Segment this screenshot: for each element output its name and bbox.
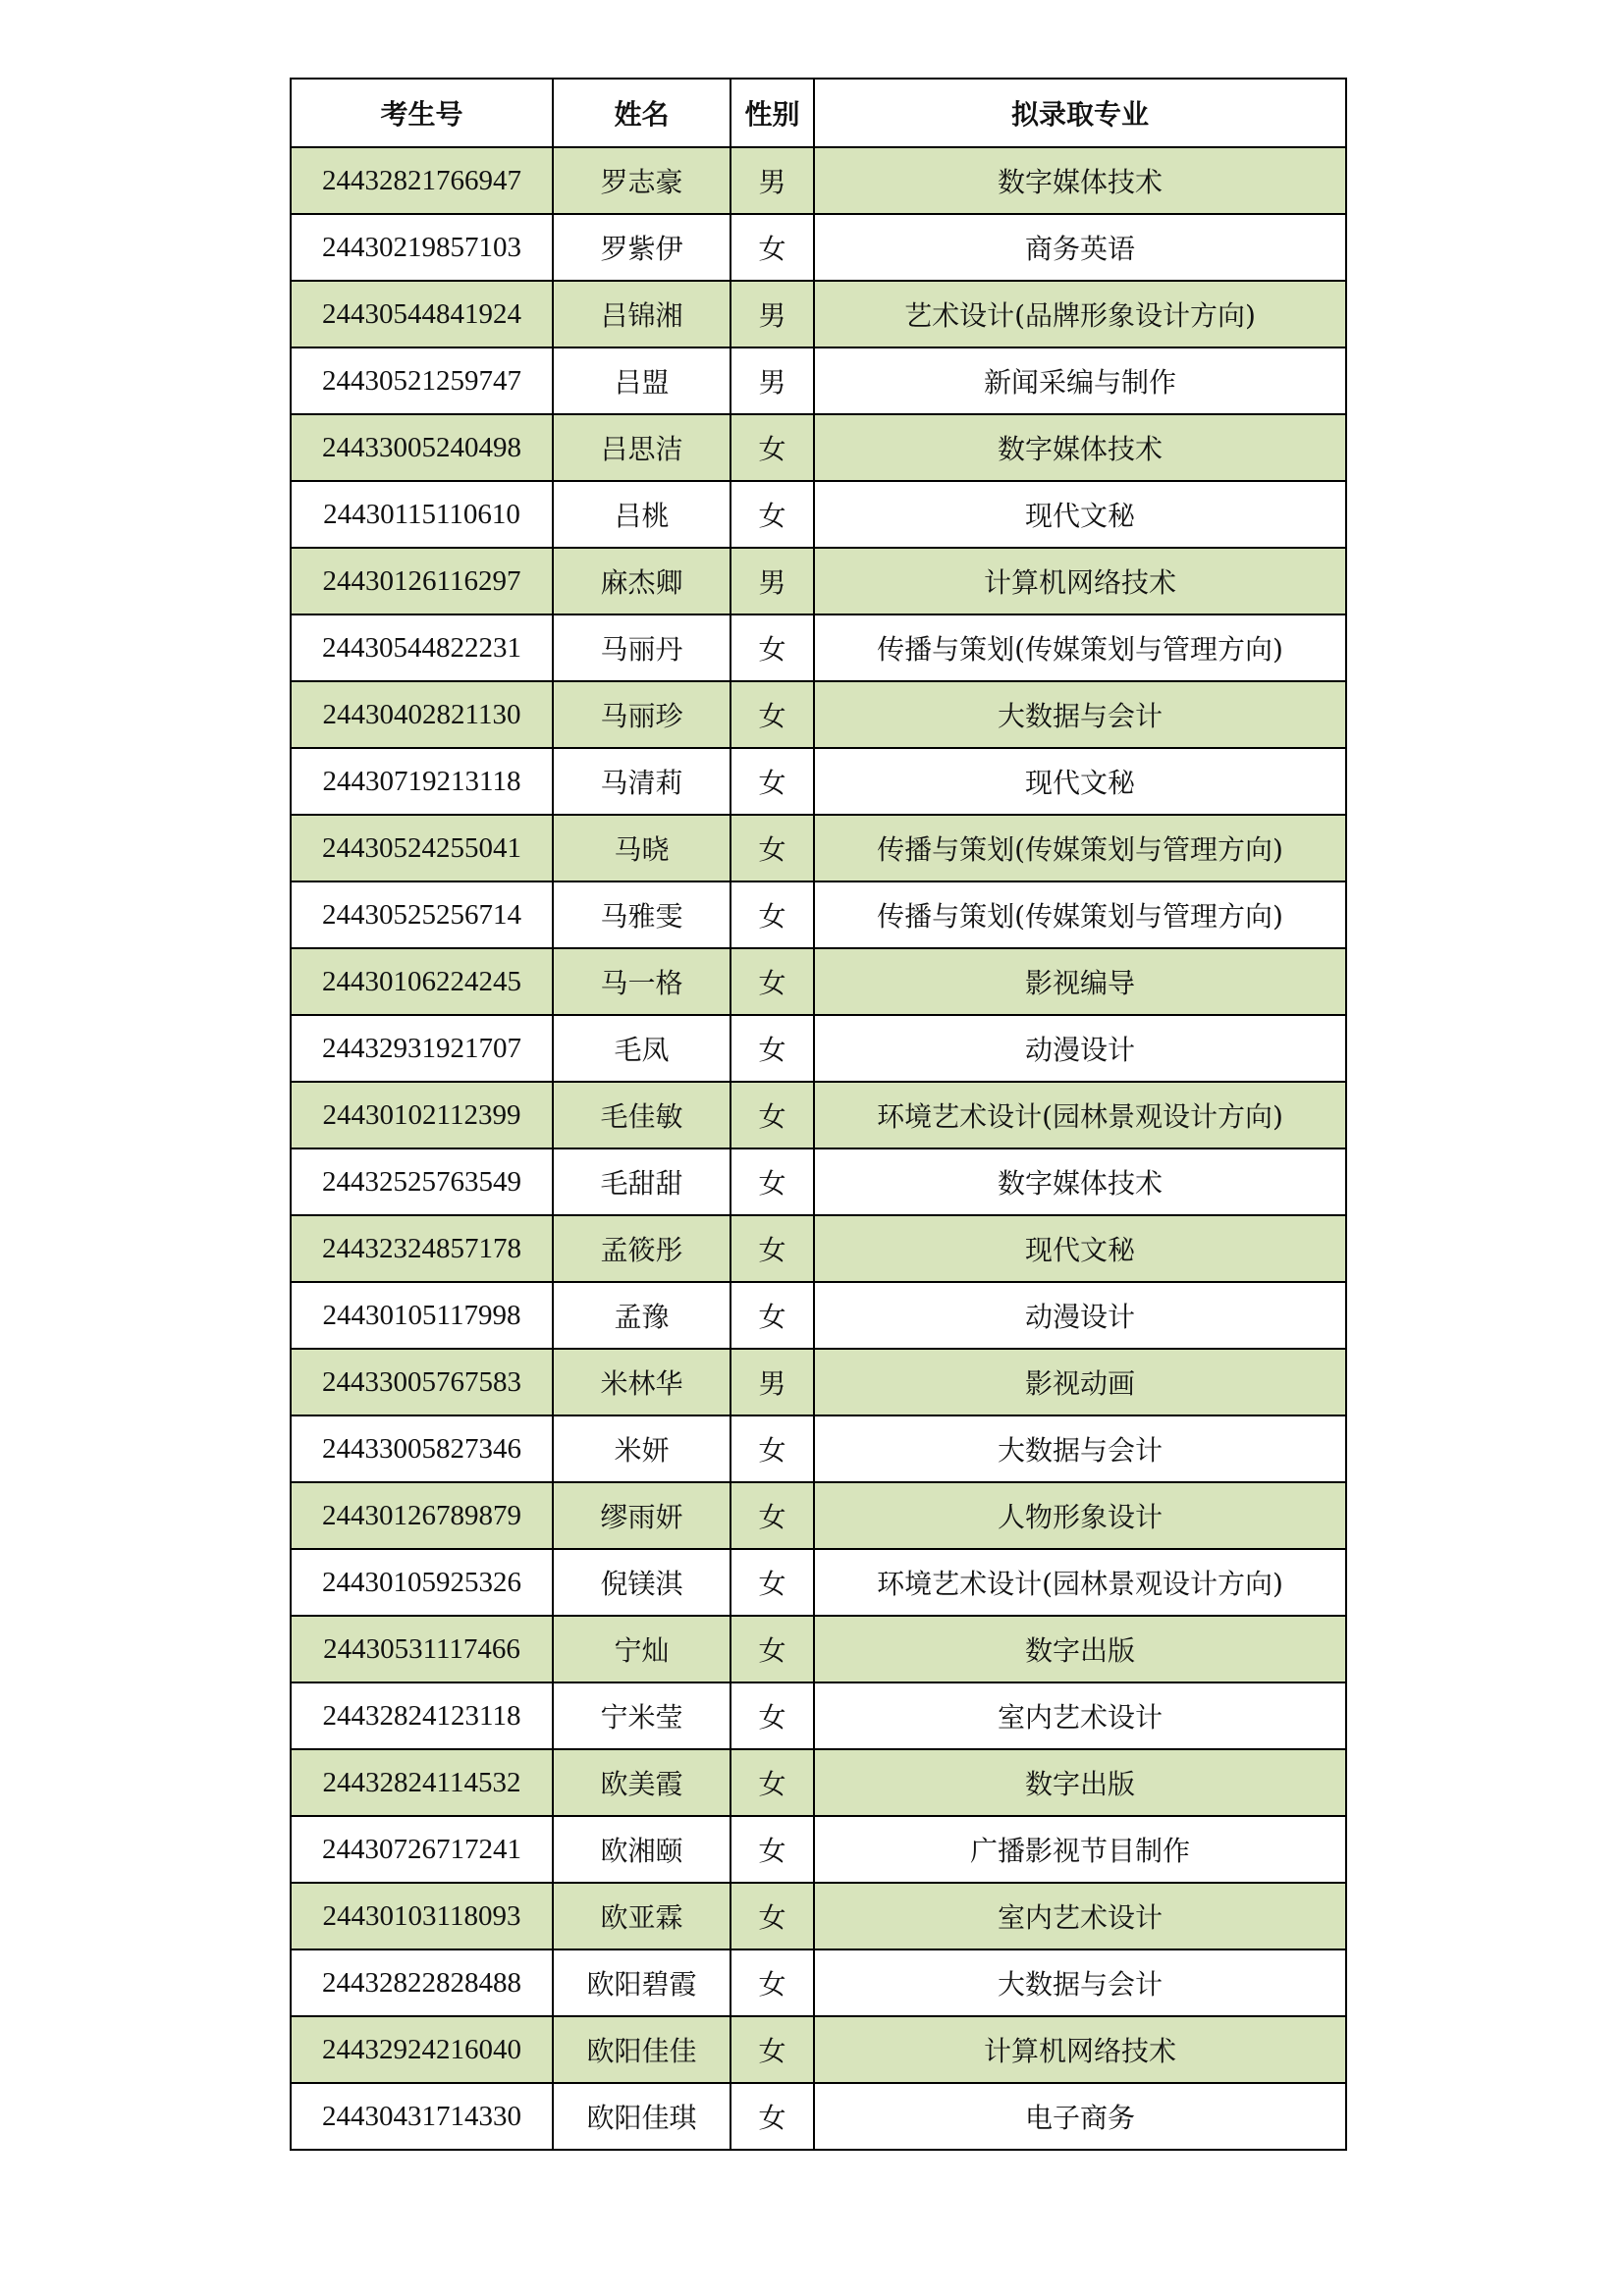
cell-major: 数字出版 <box>814 1616 1346 1682</box>
cell-exam-id: 24430544841924 <box>291 281 553 347</box>
cell-major: 现代文秘 <box>814 1215 1346 1282</box>
cell-gender: 女 <box>731 1415 814 1482</box>
cell-exam-id: 24432324857178 <box>291 1215 553 1282</box>
cell-gender: 女 <box>731 2016 814 2083</box>
table-row <box>291 1415 1346 1482</box>
cell-gender: 男 <box>731 147 814 214</box>
cell-major: 电子商务 <box>814 2083 1346 2150</box>
cell-exam-id: 24432822828488 <box>291 1949 553 2016</box>
cell-major: 人物形象设计 <box>814 1482 1346 1549</box>
cell-gender: 女 <box>731 1015 814 1082</box>
admission-table <box>290 78 1347 2151</box>
cell-gender: 男 <box>731 347 814 414</box>
header-row <box>291 79 1346 147</box>
cell-exam-id: 24430525256714 <box>291 881 553 948</box>
table-row <box>291 414 1346 481</box>
cell-gender: 女 <box>731 614 814 681</box>
cell-gender: 女 <box>731 481 814 548</box>
cell-major: 广播影视节目制作 <box>814 1816 1346 1883</box>
cell-name: 罗志豪 <box>553 147 731 214</box>
cell-name: 欧湘颐 <box>553 1816 731 1883</box>
cell-name: 吕锦湘 <box>553 281 731 347</box>
cell-exam-id: 24430106224245 <box>291 948 553 1015</box>
table-row <box>291 481 1346 548</box>
table-row <box>291 1883 1346 1949</box>
cell-name: 毛凤 <box>553 1015 731 1082</box>
cell-major: 环境艺术设计(园林景观设计方向) <box>814 1549 1346 1616</box>
cell-gender: 女 <box>731 1883 814 1949</box>
cell-major: 影视动画 <box>814 1349 1346 1415</box>
cell-major: 动漫设计 <box>814 1282 1346 1349</box>
cell-major: 影视编导 <box>814 948 1346 1015</box>
table-row <box>291 1816 1346 1883</box>
table-row <box>291 948 1346 1015</box>
cell-major: 商务英语 <box>814 214 1346 281</box>
table-row <box>291 1949 1346 2016</box>
cell-exam-id: 24432821766947 <box>291 147 553 214</box>
cell-major: 数字出版 <box>814 1749 1346 1816</box>
cell-name: 吕盟 <box>553 347 731 414</box>
cell-gender: 女 <box>731 414 814 481</box>
table-row <box>291 2016 1346 2083</box>
cell-exam-id: 24430105925326 <box>291 1549 553 1616</box>
cell-name: 马一格 <box>553 948 731 1015</box>
cell-gender: 女 <box>731 881 814 948</box>
cell-exam-id: 24432824123118 <box>291 1682 553 1749</box>
cell-gender: 女 <box>731 1816 814 1883</box>
cell-gender: 男 <box>731 1349 814 1415</box>
cell-major: 动漫设计 <box>814 1015 1346 1082</box>
cell-gender: 女 <box>731 948 814 1015</box>
cell-exam-id: 24430102112399 <box>291 1082 553 1148</box>
cell-name: 马晓 <box>553 815 731 881</box>
cell-major: 大数据与会计 <box>814 1949 1346 2016</box>
cell-gender: 女 <box>731 681 814 748</box>
cell-name: 罗紫伊 <box>553 214 731 281</box>
cell-name: 米林华 <box>553 1349 731 1415</box>
table-row <box>291 214 1346 281</box>
cell-name: 孟豫 <box>553 1282 731 1349</box>
cell-name: 欧美霞 <box>553 1749 731 1816</box>
cell-major: 大数据与会计 <box>814 681 1346 748</box>
table-row <box>291 1749 1346 1816</box>
cell-name: 麻杰卿 <box>553 548 731 614</box>
cell-name: 倪镁淇 <box>553 1549 731 1616</box>
cell-name: 宁灿 <box>553 1616 731 1682</box>
table-header <box>291 79 1346 147</box>
cell-major: 现代文秘 <box>814 748 1346 815</box>
cell-major: 室内艺术设计 <box>814 1682 1346 1749</box>
cell-exam-id: 24430524255041 <box>291 815 553 881</box>
table-row <box>291 1616 1346 1682</box>
cell-exam-id: 24430115110610 <box>291 481 553 548</box>
table-row <box>291 147 1346 214</box>
table-row <box>291 1682 1346 1749</box>
cell-name: 毛佳敏 <box>553 1082 731 1148</box>
cell-name: 马丽丹 <box>553 614 731 681</box>
cell-name: 欧亚霖 <box>553 1883 731 1949</box>
cell-name: 宁米莹 <box>553 1682 731 1749</box>
cell-exam-id: 24430719213118 <box>291 748 553 815</box>
cell-name: 欧阳佳琪 <box>553 2083 731 2150</box>
cell-exam-id: 24432824114532 <box>291 1749 553 1816</box>
cell-gender: 男 <box>731 281 814 347</box>
cell-name: 吕思洁 <box>553 414 731 481</box>
cell-major: 数字媒体技术 <box>814 147 1346 214</box>
cell-name: 马雅雯 <box>553 881 731 948</box>
cell-major: 计算机网络技术 <box>814 548 1346 614</box>
cell-major: 现代文秘 <box>814 481 1346 548</box>
table-row <box>291 548 1346 614</box>
cell-exam-id: 24432525763549 <box>291 1148 553 1215</box>
cell-major: 艺术设计(品牌形象设计方向) <box>814 281 1346 347</box>
cell-major: 室内艺术设计 <box>814 1883 1346 1949</box>
cell-exam-id: 24433005240498 <box>291 414 553 481</box>
cell-major: 传播与策划(传媒策划与管理方向) <box>814 881 1346 948</box>
cell-gender: 女 <box>731 2083 814 2150</box>
cell-gender: 女 <box>731 748 814 815</box>
table-row <box>291 1482 1346 1549</box>
table-row <box>291 1015 1346 1082</box>
table-row <box>291 881 1346 948</box>
cell-gender: 女 <box>731 1215 814 1282</box>
table-row <box>291 1082 1346 1148</box>
table-body <box>291 147 1346 2150</box>
cell-major: 大数据与会计 <box>814 1415 1346 1482</box>
cell-exam-id: 24430105117998 <box>291 1282 553 1349</box>
table-row <box>291 1215 1346 1282</box>
table-row <box>291 815 1346 881</box>
cell-exam-id: 24430126789879 <box>291 1482 553 1549</box>
cell-name: 欧阳佳佳 <box>553 2016 731 2083</box>
cell-major: 数字媒体技术 <box>814 1148 1346 1215</box>
header-exam-id: 考生号 <box>291 79 553 147</box>
table-row <box>291 347 1346 414</box>
header-major: 拟录取专业 <box>814 79 1346 147</box>
table-row <box>291 281 1346 347</box>
cell-gender: 女 <box>731 1749 814 1816</box>
cell-name: 缪雨妍 <box>553 1482 731 1549</box>
cell-exam-id: 24430531117466 <box>291 1616 553 1682</box>
cell-major: 环境艺术设计(园林景观设计方向) <box>814 1082 1346 1148</box>
cell-name: 马丽珍 <box>553 681 731 748</box>
header-gender: 性别 <box>731 79 814 147</box>
cell-exam-id: 24430521259747 <box>291 347 553 414</box>
table-row <box>291 1148 1346 1215</box>
cell-exam-id: 24430126116297 <box>291 548 553 614</box>
cell-name: 毛甜甜 <box>553 1148 731 1215</box>
cell-name: 马清莉 <box>553 748 731 815</box>
cell-gender: 女 <box>731 1482 814 1549</box>
cell-gender: 女 <box>731 815 814 881</box>
cell-gender: 女 <box>731 1616 814 1682</box>
cell-exam-id: 24430544822231 <box>291 614 553 681</box>
cell-exam-id: 24433005827346 <box>291 1415 553 1482</box>
cell-gender: 男 <box>731 548 814 614</box>
table-row <box>291 748 1346 815</box>
cell-name: 吕桃 <box>553 481 731 548</box>
cell-gender: 女 <box>731 1282 814 1349</box>
cell-major: 数字媒体技术 <box>814 414 1346 481</box>
cell-gender: 女 <box>731 1682 814 1749</box>
cell-major: 新闻采编与制作 <box>814 347 1346 414</box>
cell-gender: 女 <box>731 1148 814 1215</box>
table-row <box>291 681 1346 748</box>
cell-major: 传播与策划(传媒策划与管理方向) <box>814 815 1346 881</box>
cell-exam-id: 24432931921707 <box>291 1015 553 1082</box>
cell-exam-id: 24433005767583 <box>291 1349 553 1415</box>
cell-exam-id: 24430726717241 <box>291 1816 553 1883</box>
cell-gender: 女 <box>731 214 814 281</box>
table-row <box>291 1282 1346 1349</box>
cell-name: 欧阳碧霞 <box>553 1949 731 2016</box>
header-name: 姓名 <box>553 79 731 147</box>
cell-major: 传播与策划(传媒策划与管理方向) <box>814 614 1346 681</box>
cell-exam-id: 24432924216040 <box>291 2016 553 2083</box>
cell-exam-id: 24430431714330 <box>291 2083 553 2150</box>
cell-gender: 女 <box>731 1549 814 1616</box>
cell-exam-id: 24430103118093 <box>291 1883 553 1949</box>
table-row <box>291 2083 1346 2150</box>
cell-exam-id: 24430219857103 <box>291 214 553 281</box>
cell-name: 米妍 <box>553 1415 731 1482</box>
table-row <box>291 1549 1346 1616</box>
cell-name: 孟筱彤 <box>553 1215 731 1282</box>
cell-gender: 女 <box>731 1949 814 2016</box>
table-row <box>291 614 1346 681</box>
cell-gender: 女 <box>731 1082 814 1148</box>
cell-exam-id: 24430402821130 <box>291 681 553 748</box>
cell-major: 计算机网络技术 <box>814 2016 1346 2083</box>
table-row <box>291 1349 1346 1415</box>
